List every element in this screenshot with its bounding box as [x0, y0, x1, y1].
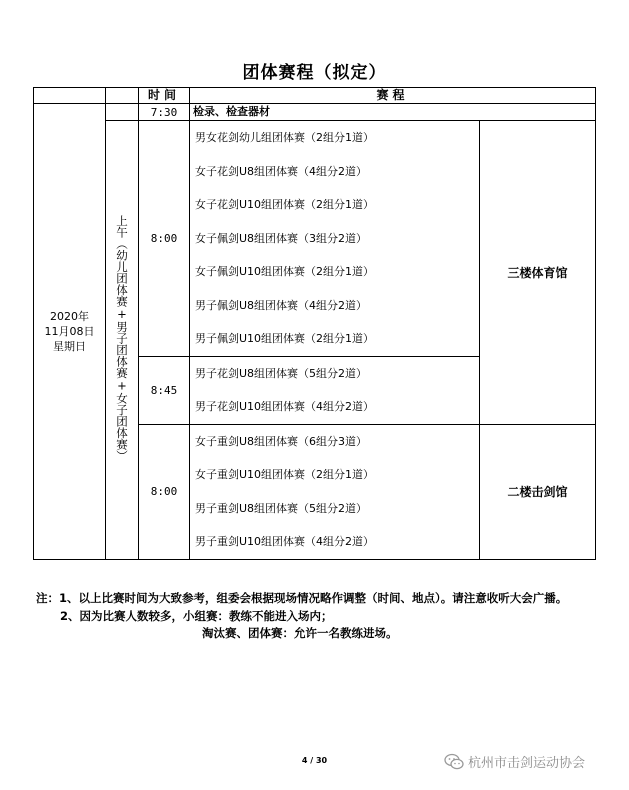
venue-second-floor: 二楼击剑馆: [480, 424, 596, 559]
header-schedule: 赛程: [190, 88, 596, 104]
date-weekday: 星期日: [53, 339, 86, 353]
note-line-1: 注：1、以上比赛时间为大致参考，组委会根据现场情况略作调整（时间、地点）。请注意收听大会广播。: [36, 591, 568, 605]
event-item: 男子重剑U10组团体赛（4组分2道）: [195, 535, 375, 548]
block-time-1: 8:00: [139, 121, 190, 357]
period-cell: [106, 121, 139, 560]
date-day: 11月08日: [44, 324, 95, 338]
event-item: 男子佩剑U10组团体赛（2组分1道）: [195, 332, 375, 345]
wechat-icon: [444, 753, 464, 771]
block-time-2: 8:45: [139, 356, 190, 424]
header-blank-date: [34, 88, 106, 104]
note-line-2: 2、因为比赛人数较多，小组赛：教练不能进入场内；: [60, 609, 333, 623]
event-item: 女子佩剑U8组团体赛（3组分2道）: [195, 231, 368, 245]
event-item: 女子重剑U10组团体赛（2组分1道）: [195, 468, 375, 481]
venue-third-floor: 三楼体育馆: [480, 121, 596, 425]
block-time-3: 8:00: [139, 424, 190, 559]
checkin-period-blank: [106, 104, 139, 121]
date-cell: [34, 104, 106, 560]
block-events-1: [190, 121, 480, 357]
event-item: 女子花剑U8组团体赛（4组分2道）: [195, 164, 368, 178]
watermark-text: 杭州市击剑运动协会: [468, 756, 586, 771]
block-row-1: [34, 121, 596, 357]
watermark: [444, 752, 585, 771]
event-item: 女子佩剑U10组团体赛（2组分1道）: [195, 265, 375, 278]
event-item: 男子重剑U8组团体赛（5组分2道）: [195, 501, 368, 515]
page-number: 4 / 30: [301, 756, 328, 765]
header-blank-period: [106, 88, 139, 104]
event-item: 男子花剑U10组团体赛（4组分2道）: [195, 400, 375, 413]
header-time: 时间: [139, 88, 190, 104]
event-item: 女子重剑U8组团体赛（6组分3道）: [195, 434, 368, 448]
period-label: 上午（幼儿团体赛+男子团体赛+女子团体赛）: [115, 215, 129, 462]
note-line-3: 淘汰赛、团体赛：允许一名教练进场。: [202, 626, 398, 640]
notes-section: [36, 590, 606, 642]
page-title: 团体赛程（拟定）: [242, 63, 387, 83]
checkin-text: 检录、检查器材: [190, 104, 596, 121]
header-row: [34, 88, 596, 104]
date-year: 2020年: [50, 309, 89, 323]
event-item: 男女花剑幼儿组团体赛（2组分1道）: [195, 131, 374, 144]
event-item: 女子花剑U10组团体赛（2组分1道）: [195, 198, 375, 211]
checkin-time: 7:30: [139, 104, 190, 121]
checkin-row: [34, 104, 596, 121]
block-events-2: [190, 356, 480, 424]
event-item: 男子花剑U8组团体赛（5组分2道）: [195, 366, 368, 380]
block-events-3: [190, 424, 480, 559]
event-item: 男子佩剑U8组团体赛（4组分2道）: [195, 298, 368, 312]
schedule-table: [33, 87, 596, 560]
